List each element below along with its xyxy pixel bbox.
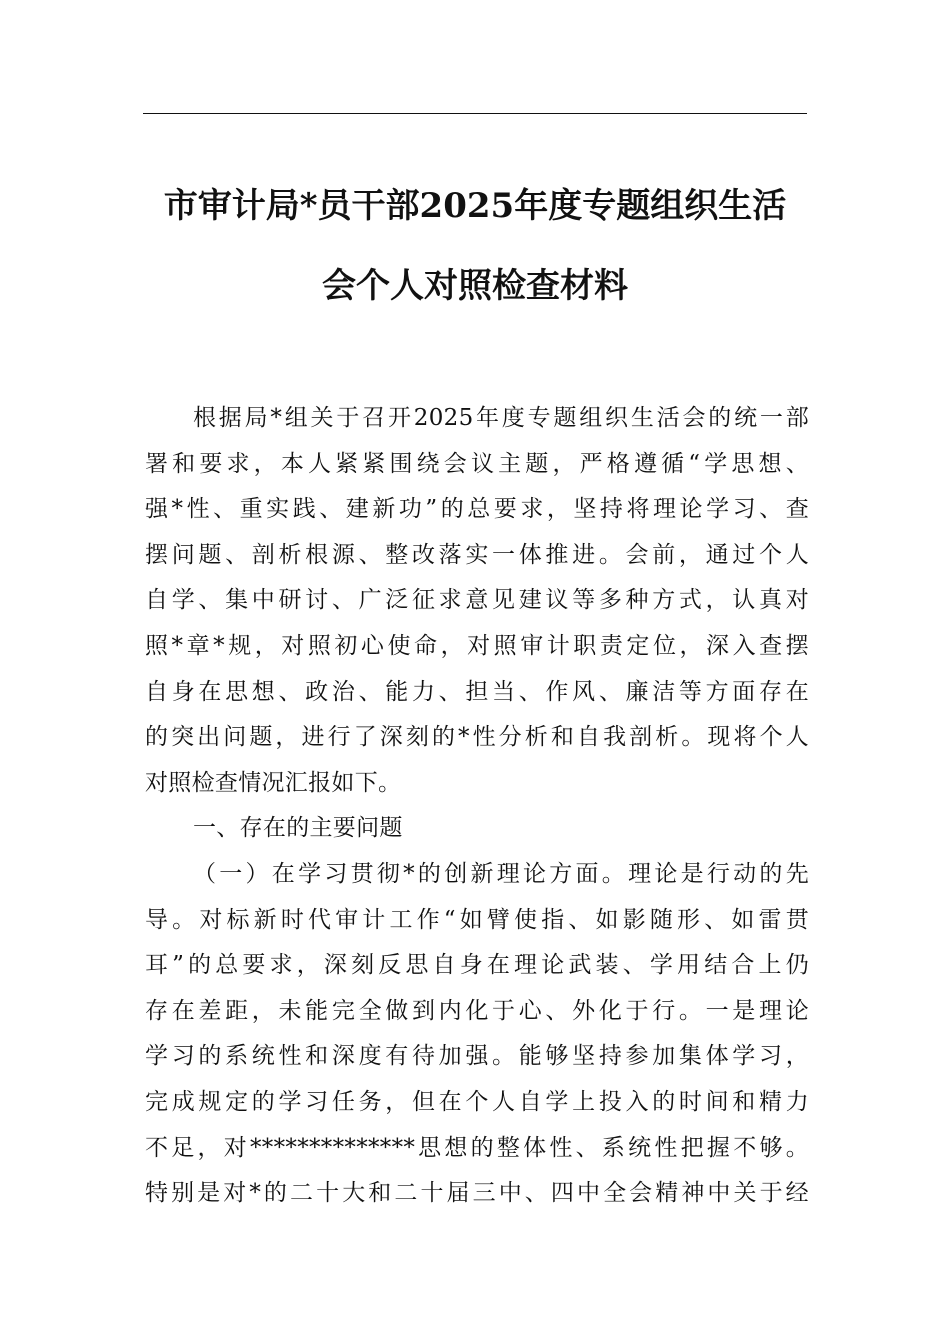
paragraph-line: 自身在思想、政治、能力、担当、作风、廉洁等方面存在	[145, 678, 809, 705]
paragraph-line: 摆问题、剖析根源、整改落实一体推进。会前，通过个人	[145, 541, 809, 568]
title-line-1: 市审计局*员干部2025年度专题组织生活	[163, 186, 787, 226]
paragraph-line: 存在差距，未能完全做到内化于心、外化于行。一是理论	[145, 997, 809, 1024]
paragraph-line: 署和要求，本人紧紧围绕会议主题，严格遵循“学思想、	[145, 450, 809, 477]
paragraph-line: 的突出问题，进行了深刻的*性分析和自我剖析。现将个人	[145, 724, 809, 751]
paragraph-line: 完成规定的学习任务，但在个人自学上投入的时间和精力	[145, 1088, 809, 1115]
section-heading: 一、存在的主要问题	[193, 815, 403, 842]
document-body	[145, 396, 809, 1217]
document-title	[130, 166, 820, 326]
paragraph-line: 照*章*规，对照初心使命，对照审计职责定位，深入查摆	[145, 632, 809, 659]
paragraph-line: 根据局*组关于召开2025年度专题组织生活会的统一部	[193, 405, 809, 431]
paragraph-line: 学习的系统性和深度有待加强。能够坚持参加集体学习，	[145, 1043, 809, 1070]
paragraph-line: 导。对标新时代审计工作“如臂使指、如影随形、如雷贯	[145, 906, 809, 933]
paragraph-line: （一）在学习贯彻*的创新理论方面。理论是行动的先	[193, 860, 809, 887]
title-line-2: 会个人对照检查材料	[322, 266, 628, 306]
paragraph-line: 对照检查情况汇报如下。	[145, 769, 402, 796]
paragraph-line: 自学、集中研讨、广泛征求意见建议等多种方式，认真对	[145, 587, 809, 614]
header-rule	[143, 113, 807, 114]
paragraph-line: 不足，对**************思想的整体性、系统性把握不够。	[145, 1134, 809, 1161]
paragraph-line: 强*性、重实践、建新功”的总要求，坚持将理论学习、查	[145, 496, 809, 523]
paragraph-line: 特别是对*的二十大和二十届三中、四中全会精神中关于经	[145, 1180, 809, 1207]
paragraph-line: 耳”的总要求，深刻反思自身在理论武装、学用结合上仍	[145, 952, 809, 979]
